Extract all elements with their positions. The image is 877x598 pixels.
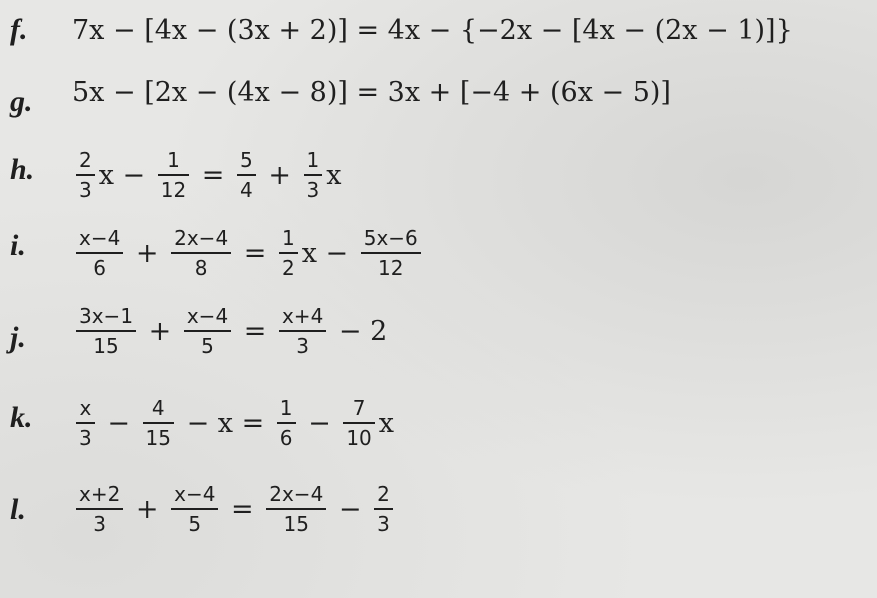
fraction xyxy=(76,304,136,358)
fraction-bar xyxy=(143,422,174,424)
fraction-numerator: 5 xyxy=(240,148,253,172)
fraction-bar xyxy=(76,330,136,332)
fraction-denominator: 15 xyxy=(145,426,171,450)
fraction-numerator: 2 xyxy=(79,148,92,172)
fraction-numerator: x+4 xyxy=(281,304,324,328)
fraction-bar xyxy=(266,508,326,510)
fraction xyxy=(184,304,231,358)
fraction-numerator: x+2 xyxy=(79,482,121,506)
fraction xyxy=(76,148,95,202)
equation xyxy=(72,8,793,52)
fraction-numerator: 1 xyxy=(167,148,180,172)
fraction xyxy=(279,226,298,280)
equation xyxy=(72,70,671,114)
equation xyxy=(72,474,397,544)
fraction-bar xyxy=(304,174,323,176)
fraction xyxy=(361,226,421,280)
fraction-denominator: 15 xyxy=(93,334,119,358)
fraction-bar xyxy=(158,174,189,176)
fraction xyxy=(279,304,326,358)
fraction-bar xyxy=(279,252,298,254)
problem-label: g. xyxy=(10,85,33,118)
fraction-denominator: 3 xyxy=(296,334,309,358)
fraction-bar xyxy=(76,508,123,510)
fraction-numerator: 4 xyxy=(151,396,165,420)
equation-text: − x = xyxy=(177,407,273,439)
equation-text: = xyxy=(193,159,233,191)
equation-text: x − xyxy=(98,159,154,191)
fraction-numerator: 1 xyxy=(281,226,295,250)
fraction-bar xyxy=(76,252,123,254)
fraction-denominator: 3 xyxy=(306,178,320,202)
fraction-denominator: 3 xyxy=(79,426,92,450)
fraction-numerator: 2 xyxy=(377,482,390,506)
equation-text: x xyxy=(326,159,342,191)
fraction-bar xyxy=(76,422,95,424)
equation-text: + xyxy=(259,159,300,191)
equation-text: = xyxy=(222,493,263,525)
fraction-bar xyxy=(279,330,326,332)
fraction xyxy=(76,396,95,450)
fraction-bar xyxy=(237,174,256,176)
equation-text: + xyxy=(127,493,168,525)
fraction-bar xyxy=(374,508,393,510)
fraction xyxy=(266,482,326,536)
equation-text: + xyxy=(140,315,180,347)
fraction-numerator: 5x−6 xyxy=(363,226,418,250)
equation-text: x xyxy=(378,407,395,439)
fraction-denominator: 6 xyxy=(279,426,293,450)
fraction-bar xyxy=(76,174,95,176)
fraction-denominator: 5 xyxy=(188,512,202,536)
fraction-denominator: 2 xyxy=(281,256,295,280)
problem-row xyxy=(0,388,877,468)
fraction-numerator: 7 xyxy=(352,396,366,420)
problem-row xyxy=(0,296,877,376)
equation-text: x − xyxy=(301,237,357,269)
equation xyxy=(72,296,387,366)
fraction-denominator: 15 xyxy=(283,512,309,536)
fraction-bar xyxy=(184,330,231,332)
fraction xyxy=(237,148,256,202)
equation-text: = xyxy=(235,237,275,269)
fraction-denominator: 10 xyxy=(346,426,372,450)
fraction-numerator: x−4 xyxy=(186,304,229,328)
problem-label: h. xyxy=(10,153,35,186)
fraction-denominator: 6 xyxy=(93,256,107,280)
equation-text: − xyxy=(98,407,139,439)
fraction-denominator: 3 xyxy=(93,512,107,536)
fraction-numerator: 1 xyxy=(306,148,320,172)
fraction-bar xyxy=(171,252,231,254)
fraction xyxy=(171,226,231,280)
fraction xyxy=(158,148,189,202)
fraction-bar xyxy=(171,508,218,510)
fraction-denominator: 3 xyxy=(377,512,390,536)
fraction-numerator: 2x−4 xyxy=(174,226,229,250)
problem-label: i. xyxy=(10,229,26,262)
fraction xyxy=(143,396,174,450)
equation-text: 5x − [2x − (4x − 8)] = 3x + [−4 + (6x − 5)] xyxy=(72,76,671,108)
fraction-denominator: 12 xyxy=(160,178,187,202)
fraction-numerator: x−4 xyxy=(79,226,121,250)
equation xyxy=(72,140,342,210)
problem-label: j. xyxy=(10,321,26,354)
fraction-numerator: x−4 xyxy=(174,482,216,506)
fraction-numerator: 2x−4 xyxy=(269,482,324,506)
fraction xyxy=(76,226,123,280)
problem-row xyxy=(0,140,877,220)
problem-row xyxy=(0,70,877,150)
problem-label: k. xyxy=(10,401,33,434)
fraction xyxy=(374,482,393,536)
fraction-bar xyxy=(361,252,421,254)
problem-row xyxy=(0,218,877,298)
problem-label: f. xyxy=(10,13,28,46)
equation-text: − xyxy=(299,407,340,439)
problem-label: l. xyxy=(10,493,26,526)
fraction xyxy=(76,482,123,536)
equation xyxy=(72,218,425,288)
equation-text: + xyxy=(127,237,168,269)
equation-text: − xyxy=(330,493,371,525)
problem-row xyxy=(0,474,877,554)
equation-text: − 2 xyxy=(330,315,388,347)
equation-text: = xyxy=(235,315,275,347)
fraction-denominator: 3 xyxy=(79,178,92,202)
fraction xyxy=(171,482,218,536)
fraction-denominator: 12 xyxy=(378,256,404,280)
fraction-bar xyxy=(343,422,374,424)
equation xyxy=(72,388,394,458)
fraction xyxy=(304,148,323,202)
fraction-denominator: 4 xyxy=(240,178,253,202)
fraction xyxy=(277,396,296,450)
fraction-denominator: 8 xyxy=(194,256,208,280)
fraction-numerator: 1 xyxy=(279,396,293,420)
fraction xyxy=(343,396,374,450)
fraction-numerator: 3x−1 xyxy=(79,304,134,328)
fraction-bar xyxy=(277,422,296,424)
fraction-numerator: x xyxy=(79,396,92,420)
equation-text: 7x − [4x − (3x + 2)] = 4x − {−2x − [4x − (2x − 1)]} xyxy=(72,14,793,46)
fraction-denominator: 5 xyxy=(201,334,214,358)
